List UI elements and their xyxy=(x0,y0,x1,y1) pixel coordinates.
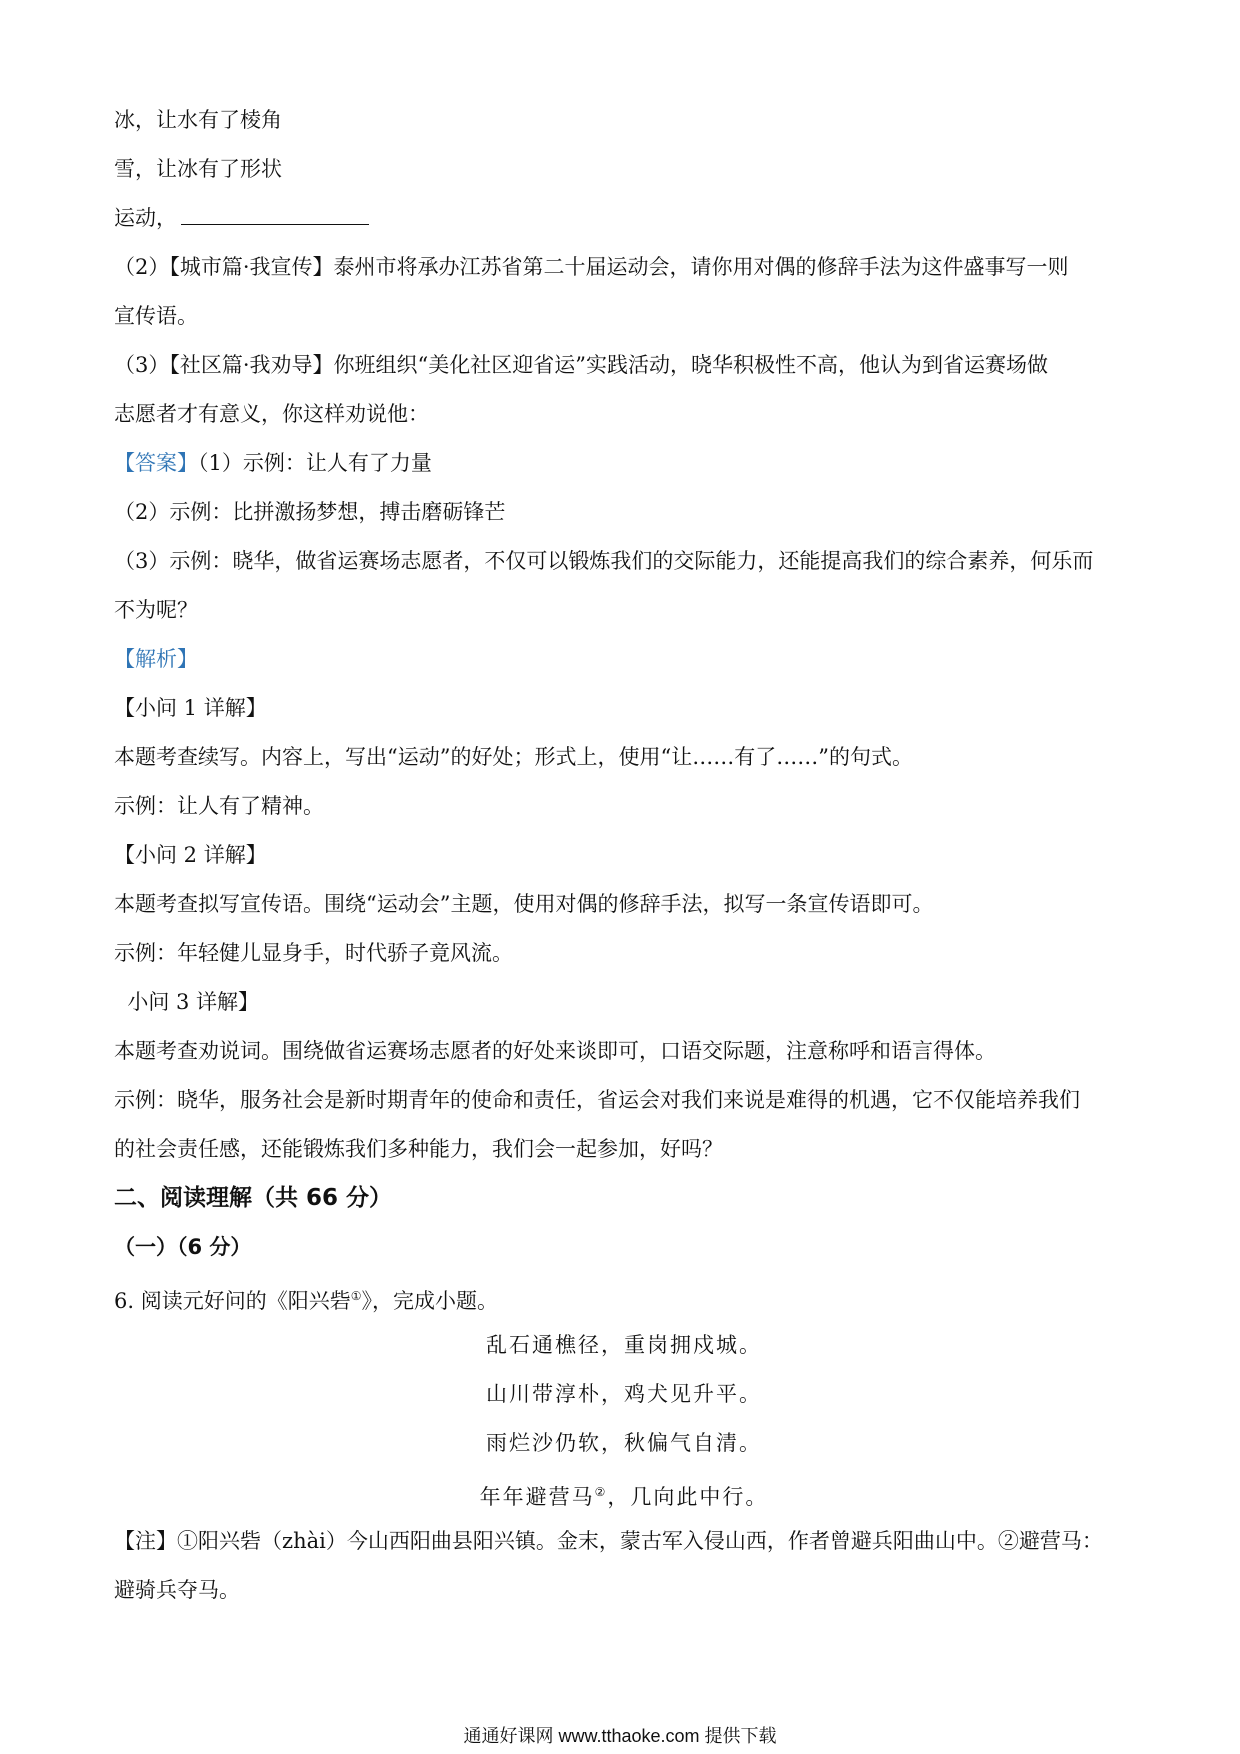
poem-line-2: 山川带淳朴，鸡犬见升平。 xyxy=(486,1382,762,1406)
answer-text: （1）示例：让人有了力量 xyxy=(198,451,432,475)
question-3: （3）【社区篇·我劝导】你班组织“美化社区迎省运”实践活动，晓华积极性不高，他认为到省运赛场做 xyxy=(114,353,1049,377)
text-line: 运动， xyxy=(114,206,177,230)
question-2: （2）【城市篇·我宣传】泰州市将承办江苏省第二十届运动会，请你用对偶的修辞手法为这件盛事写一则 xyxy=(114,255,1069,279)
text-line: 冰，让水有了棱角 xyxy=(114,108,282,132)
sub-question-3-example: 示例：晓华，服务社会是新时期青年的使命和责任，省运会对我们来说是难得的机遇，它不仅能培养我们 xyxy=(114,1088,1080,1112)
analysis-tag: 【解析】 xyxy=(114,647,198,671)
fill-blank-line xyxy=(114,194,1134,243)
footnote-marker: ② xyxy=(594,1485,608,1499)
question-6 xyxy=(114,1272,1134,1321)
question-3-cont: 志愿者才有意义，你这样劝说他： xyxy=(114,402,429,426)
answer-line-3-cont: 不为呢？ xyxy=(114,598,198,622)
answer-line-1 xyxy=(114,439,1134,488)
note-line-cont: 避骑兵夺马。 xyxy=(114,1578,240,1602)
section-heading: 二、阅读理解（共 66 分） xyxy=(114,1185,393,1211)
question-2-cont: 宣传语。 xyxy=(114,304,198,328)
poem-line-4-start: 年年避营马 xyxy=(479,1485,595,1509)
text-line: 雪，让冰有了形状 xyxy=(114,157,282,181)
poem-line-1: 乱石通樵径，重岗拥戍城。 xyxy=(486,1333,762,1357)
sub-question-1-example: 示例：让人有了精神。 xyxy=(114,794,324,818)
sub-question-2-text: 本题考查拟写宣传语。围绕“运动会”主题，使用对偶的修辞手法，拟写一条宣传语即可。 xyxy=(114,892,934,916)
poem-line-4-end: ，几向此中行。 xyxy=(607,1485,769,1509)
page-footer: 通通好课网 www.tthaoke.com 提供下载 xyxy=(463,1726,777,1746)
answer-line-3: （3）示例：晓华，做省运赛场志愿者，不仅可以锻炼我们的交际能力，还能提高我们的综合素养，何乐而 xyxy=(114,549,1094,573)
document-body xyxy=(114,96,1134,1615)
subsection-heading: （一）（6 分） xyxy=(114,1235,252,1259)
footnote-marker: ① xyxy=(350,1289,362,1303)
answer-line-2: （2）示例：比拼激扬梦想，搏击磨砺锋芒 xyxy=(114,500,506,524)
sub-question-1-heading: 【小问 1 详解】 xyxy=(114,696,267,720)
sub-question-2-heading: 【小问 2 详解】 xyxy=(114,843,267,867)
sub-question-2-example: 示例：年轻健儿显身手，时代骄子竟风流。 xyxy=(114,941,513,965)
poem-line-4 xyxy=(114,1468,1134,1517)
question-6-text: 6. 阅读元好问的《阳兴砦 xyxy=(114,1289,351,1313)
note-line: 【注】①阳兴砦（zhài）今山西阳曲县阳兴镇。金末，蒙古军入侵山西，作者曾避兵阳曲山中。②避营马： xyxy=(114,1529,1103,1553)
sub-question-3-example-cont: 的社会责任感，还能锻炼我们多种能力，我们会一起参加，好吗？ xyxy=(114,1137,723,1161)
answer-tag: 【答案】 xyxy=(114,451,198,475)
poem-line-3: 雨烂沙仍软，秋偏气自清。 xyxy=(486,1431,762,1455)
sub-question-3-heading: 小问 3 详解】 xyxy=(114,990,260,1014)
sub-question-1-text: 本题考查续写。内容上，写出“运动”的好处；形式上，使用“让……有了……”的句式。 xyxy=(114,745,913,769)
answer-blank xyxy=(181,202,369,225)
question-6-text-end: 》，完成小题。 xyxy=(361,1289,498,1313)
sub-question-3-text: 本题考查劝说词。围绕做省运赛场志愿者的好处来谈即可，口语交际题，注意称呼和语言得体。 xyxy=(114,1039,996,1063)
